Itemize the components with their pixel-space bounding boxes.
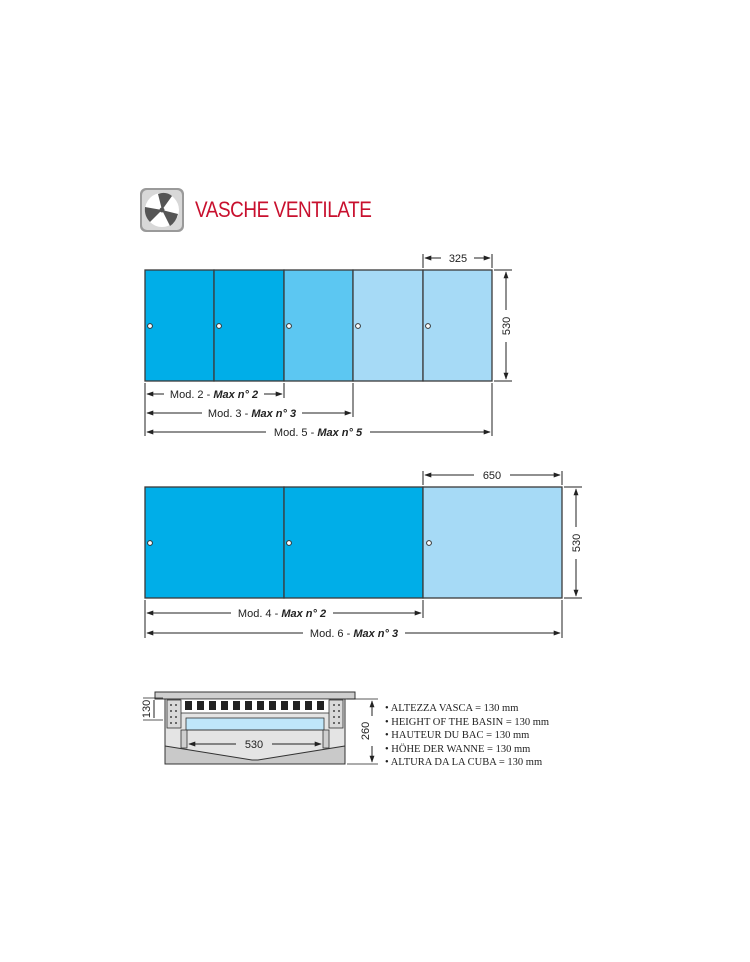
pan-4 <box>353 270 423 381</box>
pan-handle <box>426 324 431 329</box>
pan-handle <box>427 541 432 546</box>
pan-handle <box>217 324 222 329</box>
pan-1 <box>145 487 284 598</box>
dim-depth: 530 <box>501 316 513 336</box>
support-left <box>181 730 187 748</box>
dim-mod-2: Mod. 2 - Max n° 2 <box>169 389 259 401</box>
pan-layout-diagram-1 <box>145 253 513 439</box>
pan-1 <box>145 270 214 381</box>
pan-handle <box>287 541 292 546</box>
pan-2 <box>214 270 284 381</box>
note-line: • HAUTEUR DU BAC = 130 mm <box>385 730 530 742</box>
pan-3 <box>284 270 353 381</box>
basin <box>186 718 324 730</box>
support-right <box>323 730 329 748</box>
pan-handle <box>356 324 361 329</box>
side-panel-right <box>329 700 343 728</box>
pan-2 <box>284 487 423 598</box>
fan-icon <box>140 188 184 232</box>
pan-handle <box>148 324 153 329</box>
dim-mod-5: Mod. 5 - Max n° 5 <box>273 427 363 439</box>
dim-mod-6: Mod. 6 - Max n° 3 <box>309 628 399 640</box>
dim-basin-height: 130 <box>141 699 153 719</box>
note-line: • HEIGHT OF THE BASIN = 130 mm <box>385 716 550 728</box>
pan-3 <box>423 487 562 598</box>
note-line: • ALTURA DA LA CUBA = 130 mm <box>385 757 543 769</box>
dim-total-height: 260 <box>360 721 372 741</box>
note-line: • ALTEZZA VASCA = 130 mm <box>385 703 519 714</box>
cross-section-drawing <box>141 692 378 764</box>
dim-mod-3: Mod. 3 - Max n° 3 <box>207 408 297 420</box>
note-line: • HÖHE DER WANNE = 130 mm <box>385 743 531 755</box>
basin-height-notes <box>385 702 549 770</box>
counter-rim <box>155 692 355 699</box>
dim-pan-width: 650 <box>482 470 502 482</box>
dim-mod-4: Mod. 4 - Max n° 2 <box>237 608 327 620</box>
side-panel-left <box>167 700 181 728</box>
dim-inner-width: 530 <box>244 739 264 751</box>
pan-handle <box>148 541 153 546</box>
pan-5 <box>423 270 492 381</box>
dim-pan-width: 325 <box>448 253 468 265</box>
pan-layout-diagram-2 <box>145 470 583 640</box>
page-title: VASCHE VENTILATE <box>195 197 372 222</box>
pan-handle <box>287 324 292 329</box>
dim-depth: 530 <box>571 533 583 553</box>
